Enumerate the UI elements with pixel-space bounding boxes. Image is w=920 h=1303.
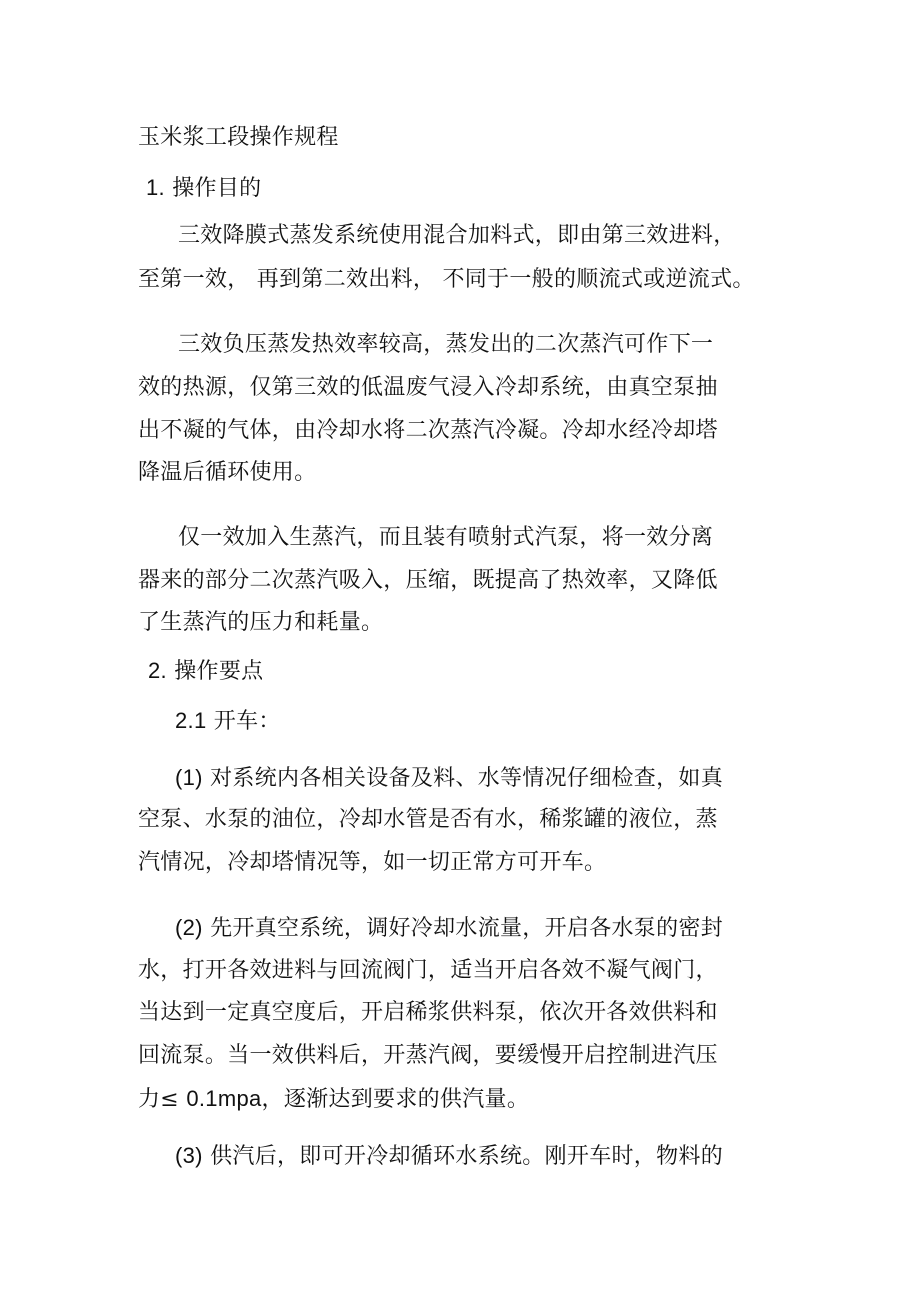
paragraph-line: 汽情况，冷却塔情况等，如一切正常方可开车。 (138, 850, 607, 875)
section-number: 2. (148, 658, 167, 683)
paragraph-line: 当达到一定真空度后，开启稀浆供料泵，依次开各效供料和 (138, 1000, 718, 1025)
paragraph-line: 至第一效， 再到第二效出料， 不同于一般的顺流式或逆流式。 (138, 267, 755, 292)
list-item-1 (175, 764, 723, 793)
paragraph-line (138, 1085, 529, 1114)
list-item-text: 先开真空系统，调好冷却水流量，开启各水泵的密封 (210, 916, 723, 941)
pressure-value: 0.1mpa (186, 1086, 262, 1111)
paragraph-line: 三效负压蒸发热效率较高，蒸发出的二次蒸汽可作下一 (178, 332, 714, 357)
list-item-2 (175, 914, 723, 943)
list-item-number: (2) (175, 915, 203, 940)
text-fragment: ，逐渐达到要求的供汽量。 (261, 1087, 530, 1112)
paragraph-line: 回流泵。当一效供料后，开蒸汽阀，要缓慢开启控制进汽压 (138, 1043, 718, 1068)
paragraph-line: 了生蒸汽的压力和耗量。 (138, 610, 384, 635)
paragraph-line: 水，打开各效进料与回流阀门，适当开启各效不凝气阀门， (138, 958, 718, 983)
section-title: 操作目的 (172, 176, 262, 201)
list-item-number: (1) (175, 765, 203, 790)
section-title: 操作要点 (174, 659, 264, 684)
list-item-text: 对系统内各相关设备及料、水等情况仔细检查，如真 (210, 766, 723, 791)
paragraph-line: 出不凝的气体，由冷却水将二次蒸汽冷凝。冷却水经冷却塔 (138, 418, 718, 443)
list-item-number: (3) (175, 1143, 203, 1168)
paragraph-line: 效的热源，仅第三效的低温废气浸入冷却系统，由真空泵抽 (138, 375, 718, 400)
subsection-title: 开车： (213, 709, 281, 734)
paragraph-line: 仅一效加入生蒸汽，而且装有喷射式汽泵，将一效分离 (178, 525, 714, 550)
section-heading-1 (146, 174, 261, 203)
subsection-heading-2-1 (175, 707, 281, 736)
subsection-number: 2.1 (175, 708, 207, 733)
paragraph-line: 空泵、水泵的油位，冷却水管是否有水，稀浆罐的液位，蒸 (138, 807, 718, 832)
paragraph-line: 三效降膜式蒸发系统使用混合加料式，即由第三效进料， (178, 223, 736, 248)
paragraph-line: 器来的部分二次蒸汽吸入，压缩，既提高了热效率，又降低 (138, 568, 718, 593)
section-heading-2 (148, 657, 263, 686)
document-title: 玉米浆工段操作规程 (138, 125, 339, 150)
section-number: 1. (146, 175, 165, 200)
list-item-3 (175, 1142, 723, 1171)
paragraph-line: 降温后循环使用。 (138, 460, 317, 485)
list-item-text: 供汽后，即可开冷却循环水系统。刚开车时，物料的 (210, 1144, 723, 1169)
text-fragment: 力≤ (138, 1087, 180, 1112)
